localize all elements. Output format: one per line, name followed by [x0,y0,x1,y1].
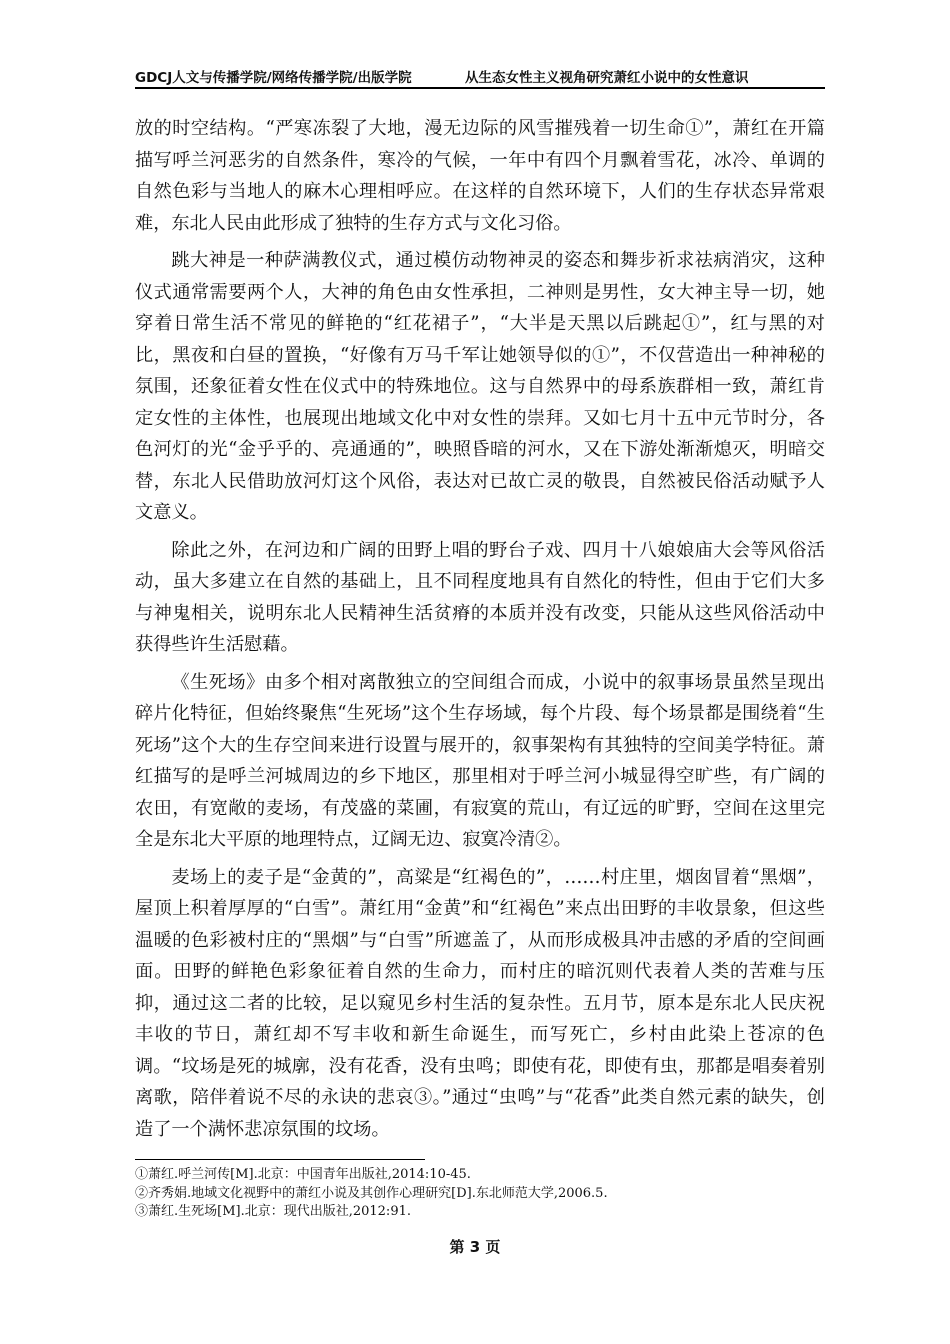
footnote-3: ③萧红.生死场[M].北京：现代出版社,2012:91. [135,1204,411,1219]
paragraph-2: 跳大神是一种萨满教仪式，通过模仿动物神灵的姿态和舞步祈求祛病消灾，这种仪式通常需要两个人，大神的角色由女性承担，二神则是男性，女大神主导一切，她穿着日常生活不常见的鲜艳的“红花裙子”，“大半是天黑以后跳起①”，红与黑的对比，黑夜和白昼的置换，“好像有万马千军让她领导似的①”，不仅营造出一种神秘的氛围，还象征着女性在仪式中的特殊地位。这与自然界中的母系族群相一致，萧红肯定女性的主体性，也展现出地域文化中对女性的崇拜。又如七月十五中元节时分，各色河灯的光“金乎乎的、亮通通的”，映照昏暗的河水，又在下游处渐渐熄灭，明暗交替，东北人民借助放河灯这个风俗，表达对已故亡灵的敬畏，自然被民俗活动赋予人文意义。 [135,250,825,523]
page-number: 第 3 页 [449,1238,501,1256]
header-institution: GDCJ人文与传播学院/网络传播学院/出版学院 [135,70,412,86]
paragraph-1: 放的时空结构。“严寒冻裂了大地，漫无边际的风雪摧残着一切生命①”，萧红在开篇描写呼兰河恶劣的自然条件，寒冷的气候，一年中有四个月飘着雪花，冰冷、单调的自然色彩与当地人的麻木心理相呼应。在这样的自然环境下，人们的生存状态异常艰难，东北人民由此形成了独特的生存方式与文化习俗。 [135,118,825,234]
footnote-rule [135,1159,425,1160]
paragraph-4: 《生死场》由多个相对离散独立的空间组合而成，小说中的叙事场景虽然呈现出碎片化特征，但始终聚焦“生死场”这个生存场域，每个片段、每个场景都是围绕着“生死场”这个大的生存空间来进行设置与展开的，叙事架构有其独特的空间美学特征。萧红描写的是呼兰河城周边的乡下地区，那里相对于呼兰河小城显得空旷些，有广阔的农田，有宽敞的麦场，有茂盛的菜圃，有寂寞的荒山，有辽远的旷野，空间在这里完全是东北大平原的地理特点，辽阔无边、寂寞冷清②。 [135,671,825,850]
paragraph-5: 麦场上的麦子是“金黄的”，高粱是“红褐色的”，……村庄里，烟囱冒着“黑烟”，屋顶上积着厚厚的“白雪”。萧红用“金黄”和“红褐色”来点出田野的丰收景象，但这些温暖的色彩被村庄的“黑烟”与“白雪”所遮盖了，从而形成极具冲击感的矛盾的空间画面。田野的鲜艳色彩象征着自然的生命力，而村庄的暗沉则代表着人类的苦难与压抑，通过这二者的比较，足以窥见乡村生活的复杂性。五月节，原本是东北人民庆祝丰收的节日，萧红却不写丰收和新生命诞生，而写死亡，乡村由此染上苍凉的色调。“坟场是死的城廓，没有花香，没有虫鸣；即使有花，即使有虫，那都是唱奏着别离歌，陪伴着说不尽的永诀的悲哀③。”通过“虫鸣”与“花香”此类自然元素的缺失，创造了一个满怀悲凉氛围的坟场。 [135,866,825,1140]
footnote-1: ①萧红.呼兰河传[M].北京：中国青年出版社,2014:10-45. [135,1167,471,1182]
body-text [135,113,825,1151]
footnote-2: ②齐秀娟.地域文化视野中的萧红小说及其创作心理研究[D].东北师范大学,2006.5. [135,1185,608,1201]
header-rule [135,87,825,89]
footnotes [135,1166,825,1222]
page-header [135,66,825,86]
header-thesis-title: 从生态女性主义视角研究萧红小说中的女性意识 [465,70,749,86]
paragraph-3: 除此之外，在河边和广阔的田野上唱的野台子戏、四月十八娘娘庙大会等风俗活动，虽大多建立在自然的基础上，且不同程度地具有自然化的特性，但由于它们大多与神鬼相关，说明东北人民精神生活贫瘠的本质并没有改变，只能从这些风俗活动中获得些许生活慰藉。 [135,539,825,655]
